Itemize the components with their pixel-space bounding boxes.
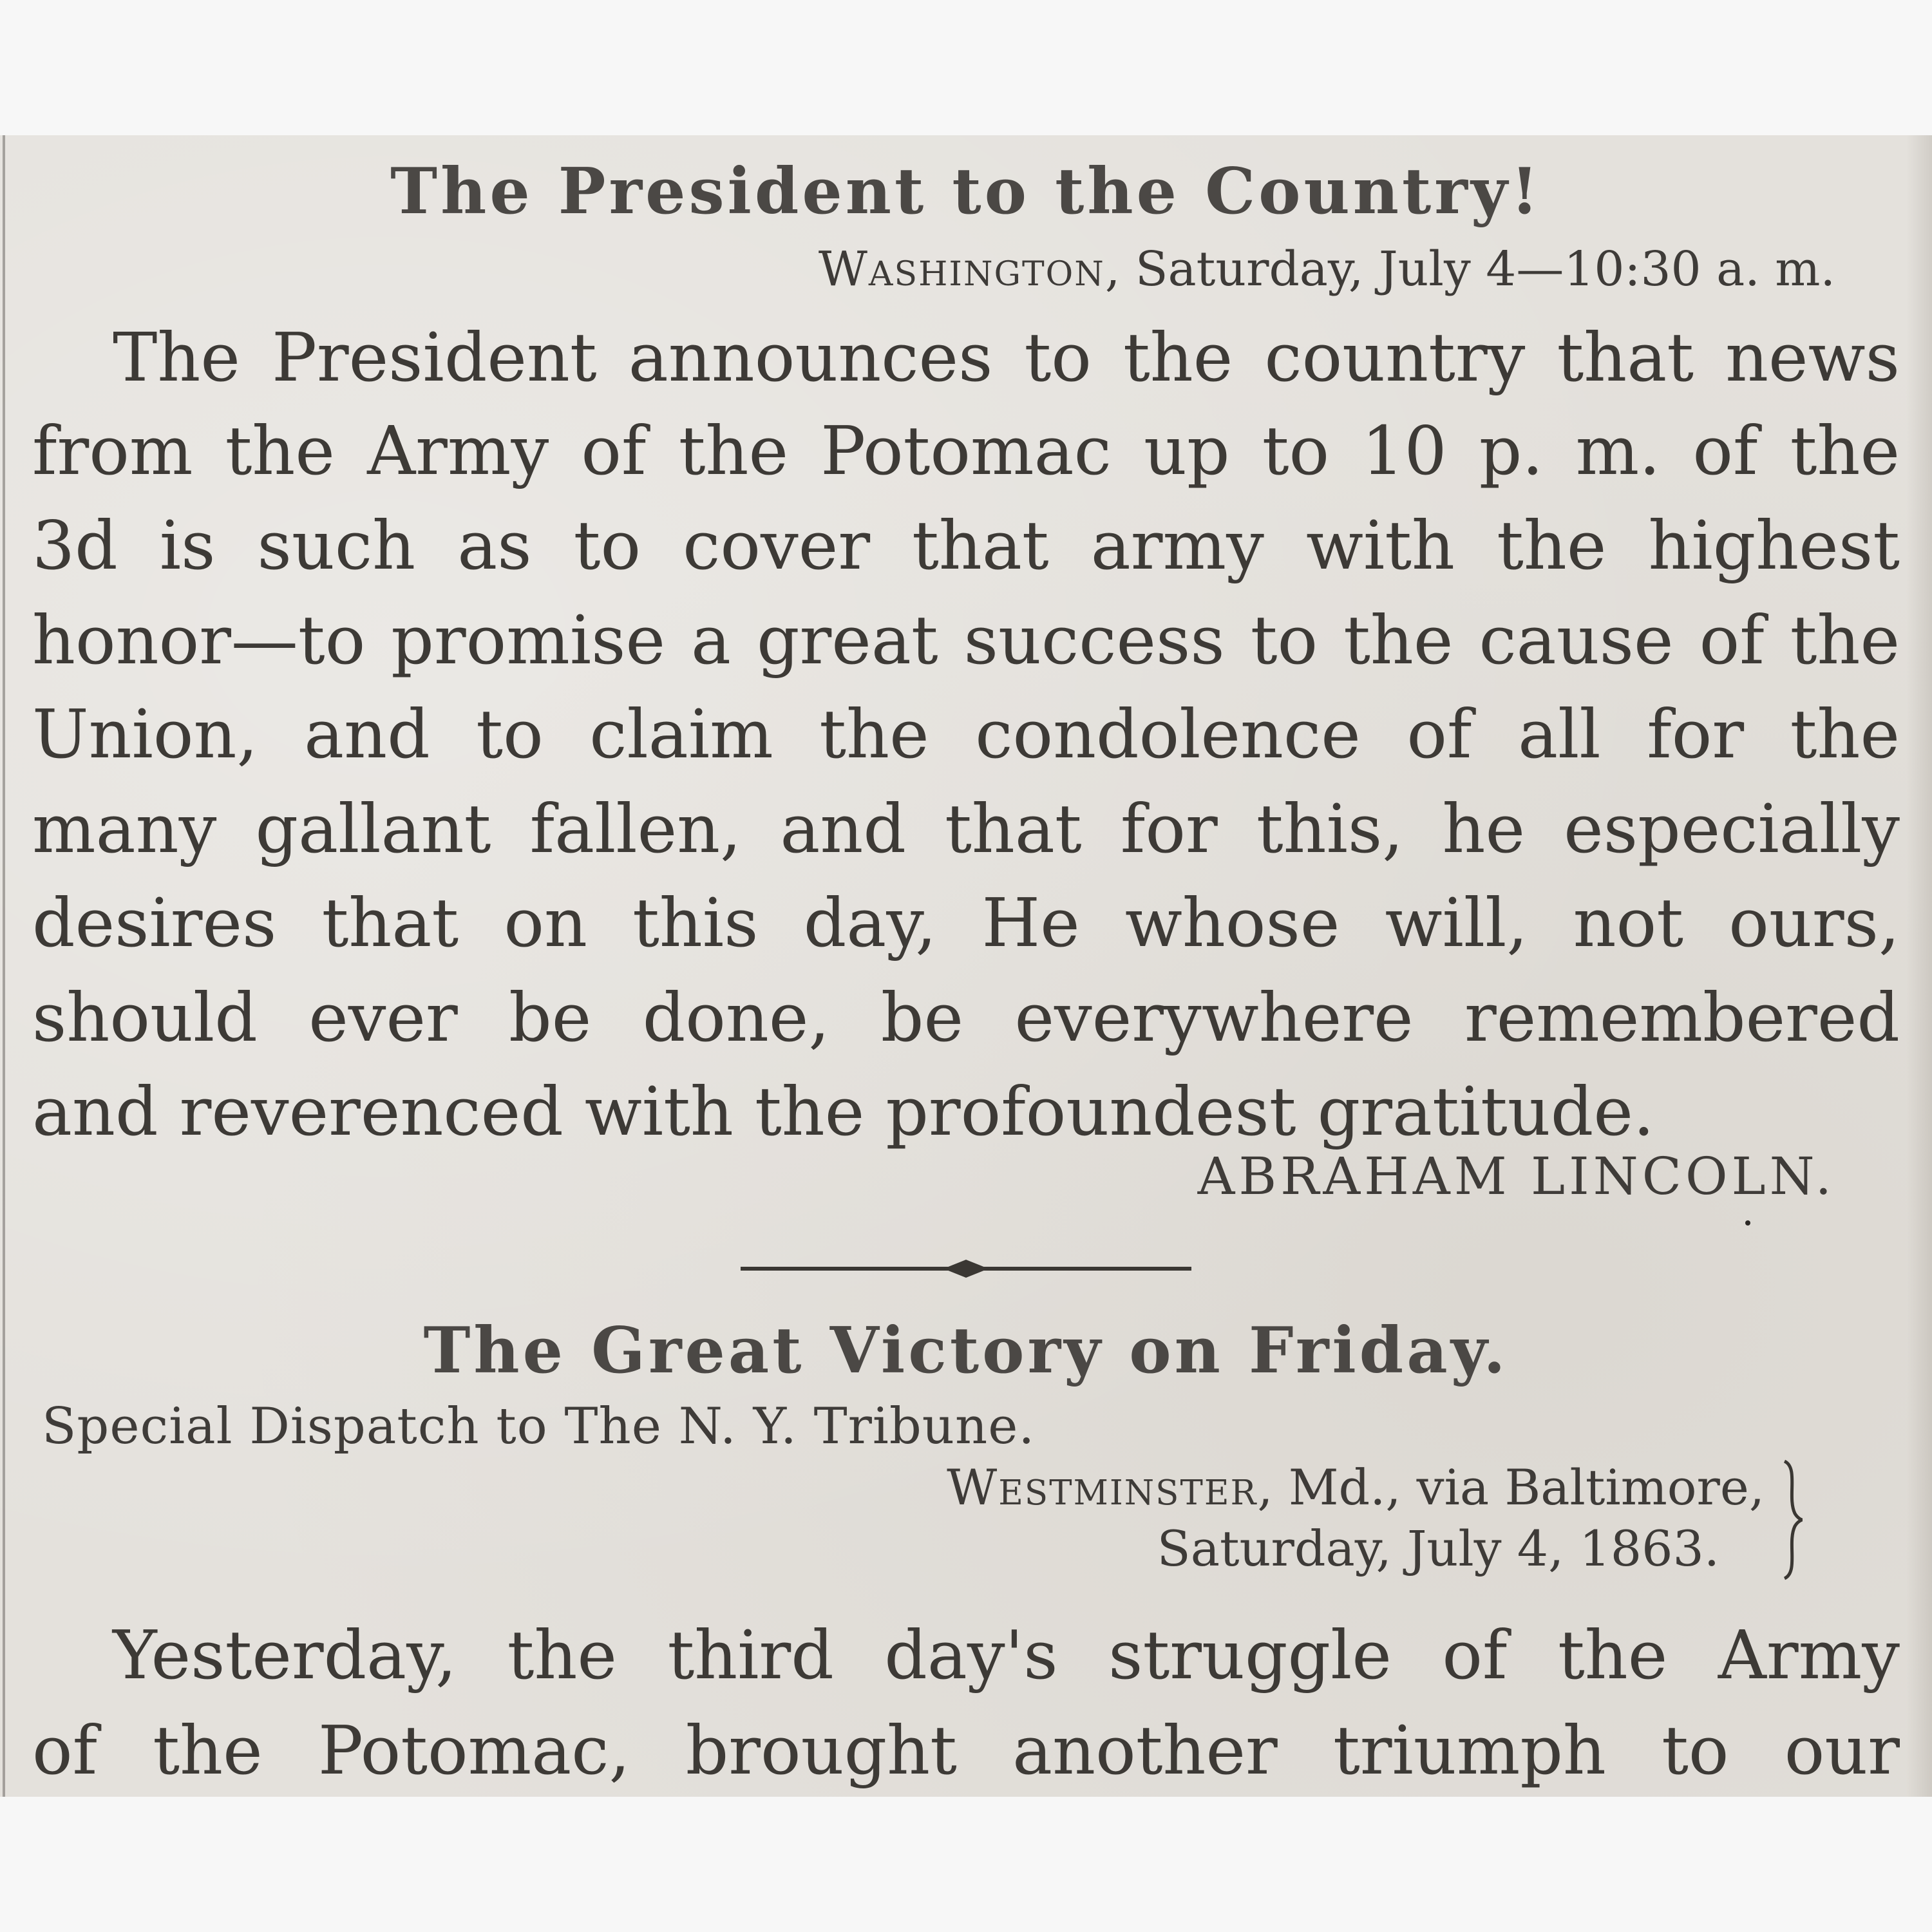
dateline-date: Saturday, July 4, 1863.: [1157, 1520, 1719, 1577]
dateline-city: Washington: [818, 242, 1105, 297]
body-line: Union, and to claim the condolence of all for the: [32, 695, 1900, 773]
dateline-city: Westminster: [947, 1459, 1258, 1516]
body-line: many gallant fallen, and that for this, he especially: [32, 790, 1900, 868]
body-line: from the Army of the Potomac up to 10 p. m. of the: [32, 412, 1900, 490]
paper-edge-shadow: [1906, 135, 1932, 1797]
signature-abraham-lincoln: ABRAHAM LINCOLN.: [1197, 1146, 1835, 1206]
body-line: desires that on this day, He whose will, not ours,: [32, 884, 1900, 962]
column-rule: [3, 135, 5, 1797]
body-line: honor—to promise a great success to the cause of the: [32, 601, 1900, 679]
dateline-washington: [819, 242, 1835, 297]
body-line: should ever be done, be everywhere remembered: [32, 978, 1900, 1057]
headline-president-to-country: The President to the Country!: [390, 155, 1542, 229]
dateline-brace: [1781, 1459, 1806, 1581]
body-line: of the Potomac, brought another triumph to our: [32, 1711, 1900, 1790]
body-line: Yesterday, the third day's struggle of the Army: [113, 1616, 1900, 1694]
body-line: The President announces to the country that news: [113, 318, 1900, 397]
headline-great-victory: The Great Victory on Friday.: [423, 1314, 1509, 1388]
body-line: and reverenced with the profoundest gratitude.: [32, 1072, 1654, 1151]
ornamental-divider: [741, 1256, 1191, 1282]
dateline-date: , Saturday, July 4—10:30 a. m.: [1104, 242, 1835, 297]
ink-speck: [1745, 1220, 1750, 1226]
dispatch-credit: Special Dispatch to The N. Y. Tribune.: [42, 1397, 1036, 1455]
body-line: 3d is such as to cover that army with the highest: [32, 506, 1900, 585]
dateline-westminster: [947, 1459, 1765, 1516]
dateline-location: , Md., via Baltimore,: [1257, 1459, 1765, 1516]
newspaper-clipping: [0, 135, 1932, 1797]
